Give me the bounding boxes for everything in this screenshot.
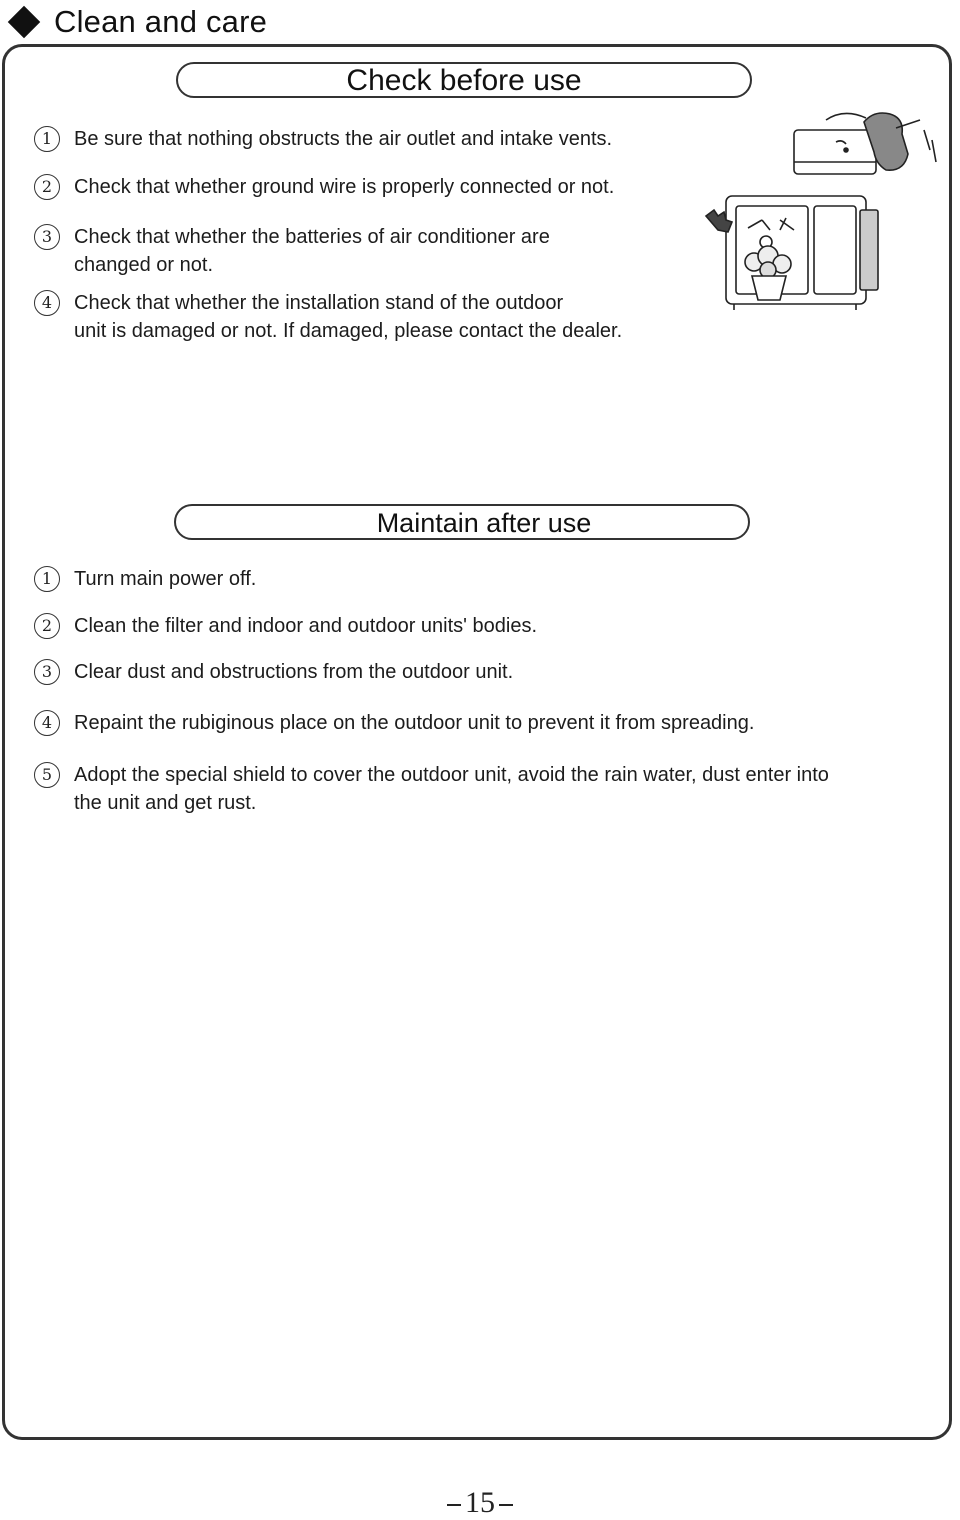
maintain-item-text: Repaint the rubiginous place on the outdoor unit to prevent it from spreading. <box>74 712 755 734</box>
circled-number: 4 <box>34 290 60 316</box>
circled-number: 3 <box>34 659 60 685</box>
maintain-item-1 <box>34 565 256 593</box>
check-item-text: Check that whether the batteries of air conditioner are changed or not. <box>74 226 550 276</box>
maintain-item-4 <box>34 709 754 737</box>
maintain-item-text: Turn main power off. <box>74 568 257 590</box>
circled-number: 2 <box>34 174 60 200</box>
check-item-4 <box>34 289 622 345</box>
maintain-after-use-title: Maintain after use <box>376 507 592 538</box>
diamond-bullet-icon <box>8 6 40 38</box>
check-before-use-title: Check before use <box>346 64 582 97</box>
section-header <box>4 2 267 42</box>
circled-number: 3 <box>34 224 60 250</box>
dash-decoration <box>499 1504 513 1506</box>
circled-number: 4 <box>34 710 60 736</box>
maintain-item-text: Clear dust and obstructions from the outdoor unit. <box>74 661 514 683</box>
page-number-text: 15 <box>465 1486 495 1519</box>
check-item-text: Be sure that nothing obstructs the air outlet and intake vents. <box>74 128 613 150</box>
circled-number: 2 <box>34 613 60 639</box>
check-item-text: Check that whether ground wire is properly connected or not. <box>74 176 615 198</box>
air-conditioner-illustration <box>696 100 946 310</box>
maintain-after-use-heading <box>174 504 750 540</box>
page-number <box>0 1486 960 1520</box>
circled-number: 1 <box>34 566 60 592</box>
check-item-1 <box>34 125 612 153</box>
check-item-text: Check that whether the installation stand of the outdoor unit is damaged or not. If damaged, please contact the dealer. <box>74 292 623 342</box>
dash-decoration <box>447 1504 461 1506</box>
check-item-3 <box>34 223 550 279</box>
check-item-2 <box>34 173 614 201</box>
maintain-item-text: Clean the filter and indoor and outdoor units' bodies. <box>74 615 538 637</box>
maintain-item-2 <box>34 612 537 640</box>
circled-number: 5 <box>34 762 60 788</box>
circled-number: 1 <box>34 126 60 152</box>
check-before-use-heading <box>176 62 752 98</box>
maintain-item-text: Adopt the special shield to cover the outdoor unit, avoid the rain water, dust enter into the unit and get rust. <box>74 764 829 814</box>
section-title: Clean and care <box>54 4 268 39</box>
maintain-item-5 <box>34 761 829 817</box>
maintain-item-3 <box>34 658 513 686</box>
